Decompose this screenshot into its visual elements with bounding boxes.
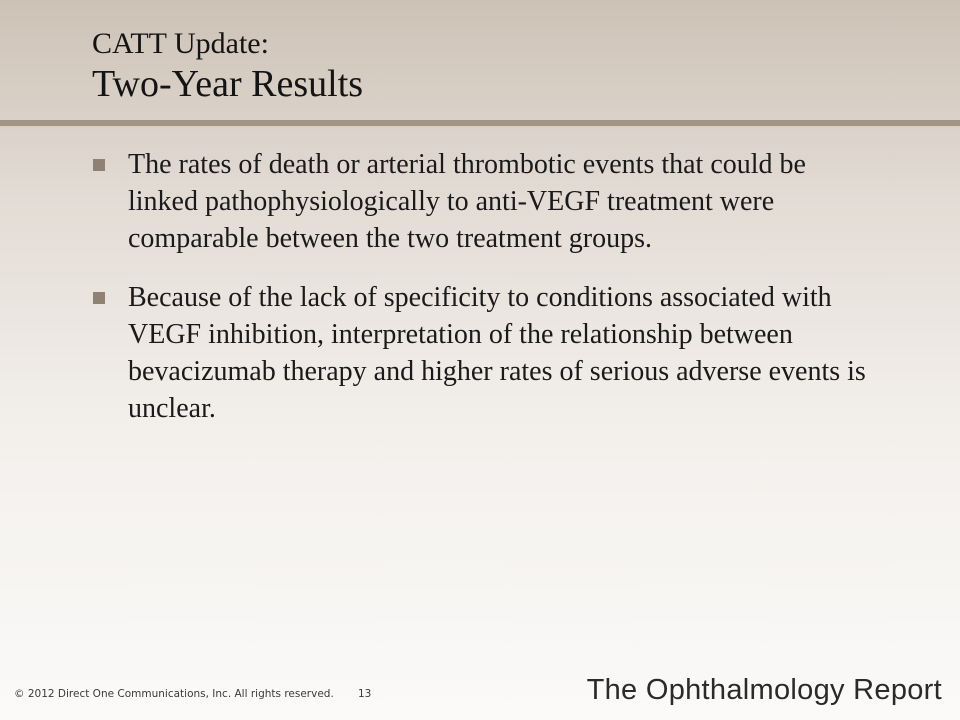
title-divider-shadow bbox=[0, 126, 960, 128]
bullet-item bbox=[92, 146, 882, 257]
bullet-list bbox=[92, 146, 882, 449]
square-bullet-icon bbox=[93, 292, 105, 304]
brand-logo: The Ophthalmology Report bbox=[586, 674, 942, 706]
slide-title-line1: CATT Update: bbox=[92, 27, 269, 60]
slide-title-line2: Two-Year Results bbox=[92, 63, 364, 105]
slide-title bbox=[92, 26, 912, 106]
bullet-text: The rates of death or arterial thrombotic events that could be linked pathophysiologically to anti-VEGF treatment were comparable between the two treatment groups. bbox=[128, 149, 806, 254]
footer-page-number: 13 bbox=[358, 688, 372, 700]
bullet-item bbox=[92, 279, 882, 427]
bullet-text: Because of the lack of specificity to conditions associated with VEGF inhibition, interpretation of the relationship between bevacizumab therapy and higher rates of serious adverse events is unclear. bbox=[128, 282, 866, 424]
square-bullet-icon bbox=[93, 159, 105, 171]
footer-copyright: © 2012 Direct One Communications, Inc. All rights reserved. bbox=[14, 688, 334, 700]
